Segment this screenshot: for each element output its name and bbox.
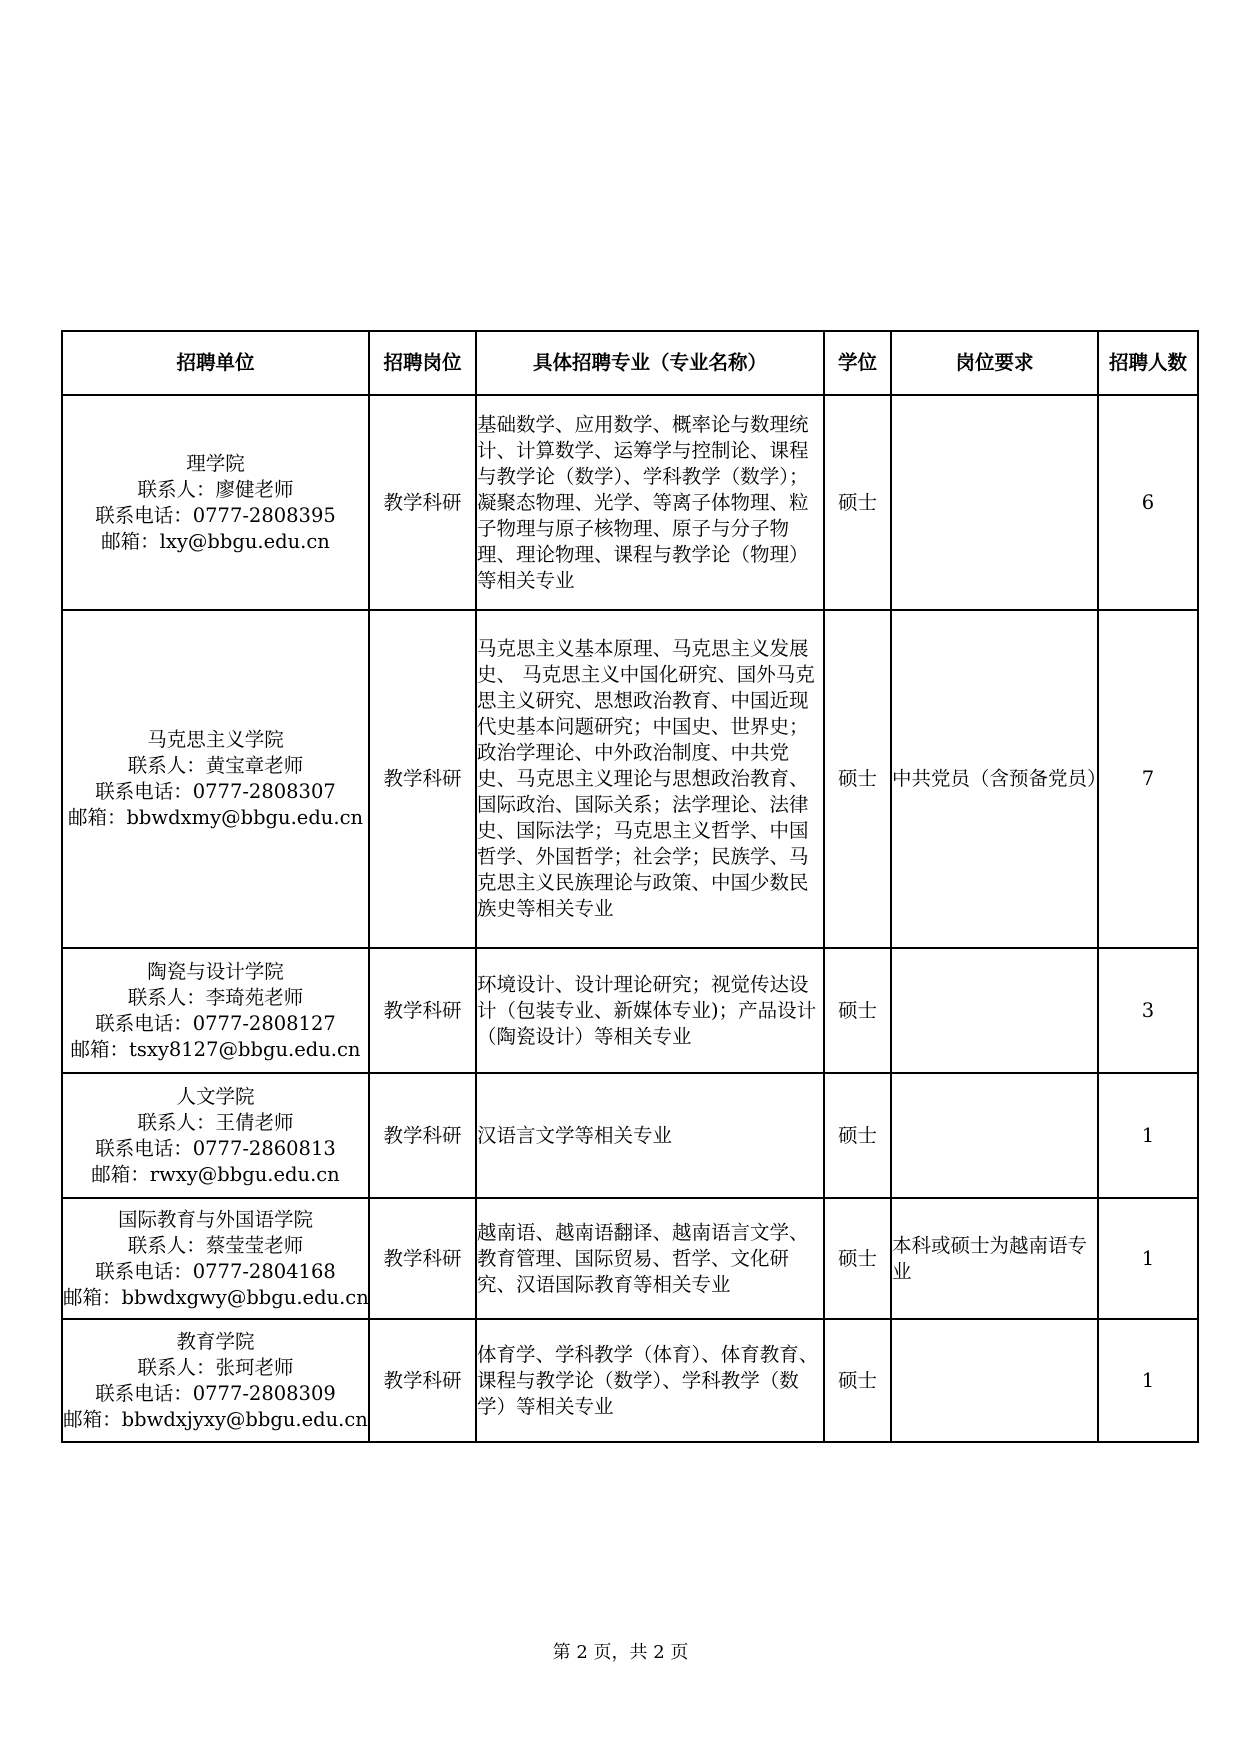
unit-cell: [62, 1073, 369, 1198]
post-cell: 教学科研: [369, 395, 476, 610]
unit-phone: 联系电话：0777-2804168: [95, 1259, 336, 1283]
header-count: 招聘人数: [1098, 331, 1198, 395]
requirement-cell: [891, 1073, 1098, 1198]
post-cell: 教学科研: [369, 1319, 476, 1442]
degree-cell: 硕士: [824, 1319, 891, 1442]
requirement-cell: 本科或硕士为越南语专业: [891, 1198, 1098, 1319]
degree-cell: 硕士: [824, 1073, 891, 1198]
requirement-cell: [891, 395, 1098, 610]
unit-cell: [62, 610, 369, 948]
unit-phone: 联系电话：0777-2860813: [95, 1136, 336, 1160]
requirement-cell: [891, 948, 1098, 1073]
unit-name: 陶瓷与设计学院: [147, 959, 284, 983]
unit-contact: 联系人：张珂老师: [137, 1355, 294, 1379]
major-cell: 马克思主义基本原理、马克思主义发展史、 马克思主义中国化研究、国外马克思主义研究、思想政治教育、中国近现代史基本问题研究；中国史、世界史；政治学理论、中外政治制度、中共党史、马克思主义理论与思想政治教育、国际政治、国际关系；法学理论、法律史、国际法学；马克思主义哲学、中国哲学、外国哲学；社会学；民族学、马克思主义民族理论与政策、中国少数民族史等相关专业: [476, 610, 824, 948]
table-row: [62, 610, 1198, 948]
header-major: 具体招聘专业（专业名称）: [476, 331, 824, 395]
unit-email: 邮箱：bbwdxmy@bbgu.edu.cn: [67, 806, 364, 829]
count-cell: 1: [1098, 1319, 1198, 1442]
header-unit: 招聘单位: [62, 331, 369, 395]
unit-cell: [62, 1319, 369, 1442]
requirement-cell: 中共党员（含预备党员）: [891, 610, 1098, 948]
table-row: [62, 1319, 1198, 1442]
degree-cell: 硕士: [824, 610, 891, 948]
unit-email: 邮箱：bbwdxgwy@bbgu.edu.cn: [63, 1285, 369, 1309]
unit-cell: [62, 1198, 369, 1319]
unit-phone: 联系电话：0777-2808309: [95, 1381, 336, 1405]
count-cell: 6: [1098, 395, 1198, 610]
table-row: [62, 948, 1198, 1073]
unit-email: 邮箱：bbwdxjyxy@bbgu.edu.cn: [63, 1407, 368, 1431]
unit-email: 邮箱：rwxy@bbgu.edu.cn: [91, 1162, 340, 1186]
unit-phone: 联系电话：0777-2808127: [95, 1011, 336, 1035]
unit-phone: 联系电话：0777-2808307: [95, 780, 336, 803]
major-cell: 越南语、越南语翻译、越南语言文学、教育管理、国际贸易、哲学、文化研究、汉语国际教育等相关专业: [476, 1198, 824, 1319]
unit-contact: 联系人：李琦苑老师: [127, 985, 304, 1009]
unit-email: 邮箱：lxy@bbgu.edu.cn: [101, 529, 330, 553]
header-post: 招聘岗位: [369, 331, 476, 395]
unit-name: 教育学院: [176, 1329, 255, 1353]
count-cell: 1: [1098, 1198, 1198, 1319]
degree-cell: 硕士: [824, 1198, 891, 1319]
count-cell: 1: [1098, 1073, 1198, 1198]
major-cell: 环境设计、设计理论研究；视觉传达设计（包装专业、新媒体专业)；产品设计（陶瓷设计）等相关专业: [476, 948, 824, 1073]
count-cell: 7: [1098, 610, 1198, 948]
count-cell: 3: [1098, 948, 1198, 1073]
unit-name: 国际教育与外国语学院: [117, 1207, 313, 1231]
page-number: 第 2 页，共 2 页: [552, 1642, 689, 1663]
unit-contact: 联系人：蔡莹莹老师: [127, 1233, 304, 1257]
degree-cell: 硕士: [824, 948, 891, 1073]
post-cell: 教学科研: [369, 948, 476, 1073]
post-cell: 教学科研: [369, 1198, 476, 1319]
major-cell: 体育学、学科教学（体育）、体育教育、课程与教学论（数学）、学科教学（数学）等相关专业: [476, 1319, 824, 1442]
unit-email: 邮箱：tsxy8127@bbgu.edu.cn: [70, 1037, 361, 1061]
recruitment-table: [61, 330, 1199, 1443]
post-cell: 教学科研: [369, 610, 476, 948]
post-cell: 教学科研: [369, 1073, 476, 1198]
unit-cell: [62, 948, 369, 1073]
unit-name: 人文学院: [176, 1084, 255, 1108]
table-row: [62, 1198, 1198, 1319]
degree-cell: 硕士: [824, 395, 891, 610]
unit-contact: 联系人：黄宝章老师: [127, 754, 304, 777]
unit-cell: [62, 395, 369, 610]
unit-contact: 联系人：廖健老师: [137, 477, 294, 501]
unit-contact: 联系人：王倩老师: [137, 1110, 294, 1134]
unit-phone: 联系电话：0777-2808395: [95, 503, 336, 527]
major-cell: 汉语言文学等相关专业: [476, 1073, 824, 1198]
unit-name: 理学院: [186, 451, 245, 475]
table-row: [62, 395, 1198, 610]
header-degree: 学位: [824, 331, 891, 395]
major-cell: 基础数学、应用数学、概率论与数理统计、计算数学、运筹学与控制论、课程与教学论（数学）、学科教学（数学）；凝聚态物理、光学、等离子体物理、粒子物理与原子核物理、原子与分子物理、理论物理、课程与教学论（物理）等相关专业: [476, 395, 824, 610]
table-row: [62, 1073, 1198, 1198]
requirement-cell: [891, 1319, 1098, 1442]
header-requirement: 岗位要求: [891, 331, 1098, 395]
table-header-row: [62, 331, 1198, 395]
unit-name: 马克思主义学院: [147, 728, 284, 751]
